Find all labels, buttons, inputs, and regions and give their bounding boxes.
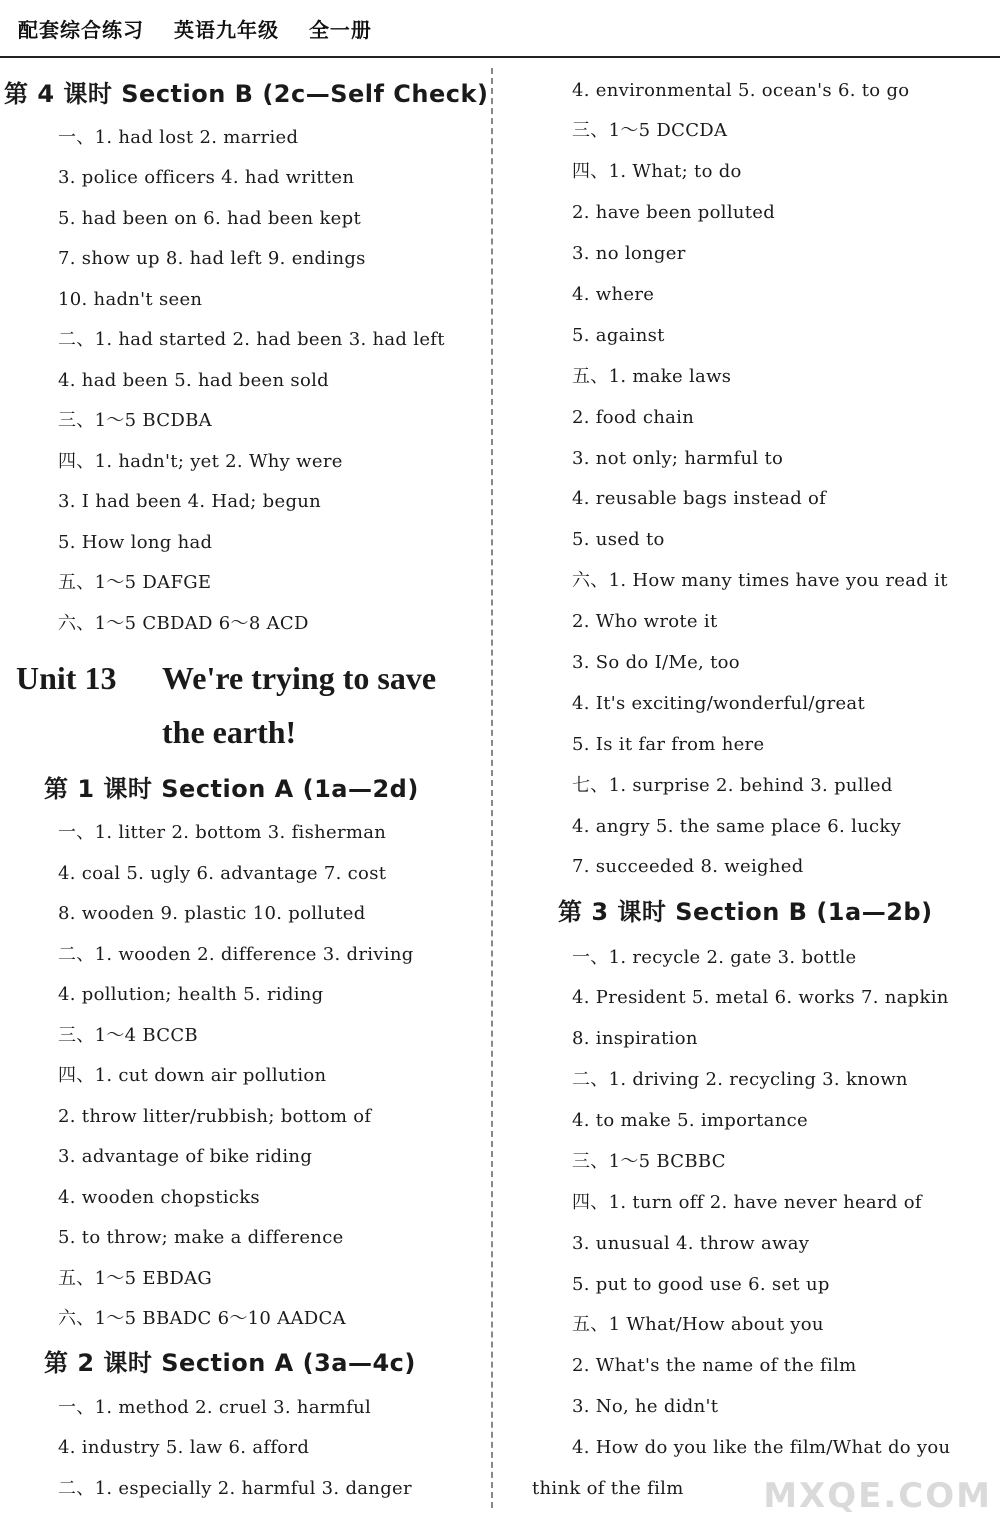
answer-line: 5. Is it far from here [572,734,765,755]
lesson-3-title: 第 3 课时 Section B (1a—2b) [558,898,933,926]
answer-line: 7. succeeded 8. weighed [572,856,804,877]
answer-line: 8. inspiration [572,1028,698,1049]
answer-line: 4. How do you like the film/What do you [572,1437,951,1458]
answer-line: 4. pollution; health 5. riding [58,984,324,1005]
answer-line: 四、1. hadn't; yet 2. Why were [58,451,343,472]
answer-line: 3. No, he didn't [572,1396,719,1417]
answer-line: 六、1～5 CBDAD 6～8 ACD [58,613,309,634]
answer-line: 三、1～4 BCCB [58,1025,198,1046]
answer-line: 五、1. make laws [572,366,732,387]
book-title: 配套综合练习 [18,18,144,42]
answer-line: 4. wooden chopsticks [58,1187,260,1208]
answer-line: 3. unusual 4. throw away [572,1233,810,1254]
answer-line-continued: think of the film [532,1478,684,1499]
answer-line: 5. put to good use 6. set up [572,1274,830,1295]
answer-line: 2. food chain [572,407,695,428]
column-divider [491,68,493,1508]
answer-line: 4. where [572,284,655,305]
answer-line: 五、1～5 DAFGE [58,572,212,593]
header-rule [0,56,1000,58]
answer-line: 8. wooden 9. plastic 10. polluted [58,903,366,924]
answer-line: 三、1～5 DCCDA [572,120,728,141]
answer-line: 5. against [572,325,665,346]
answer-line: 10. hadn't seen [58,289,203,310]
answer-line: 3. police officers 4. had written [58,167,355,188]
answer-line: 五、1 What/How about you [572,1314,824,1335]
answer-line: 一、1. had lost 2. married [58,127,299,148]
answer-line: 3. So do I/Me, too [572,652,740,673]
answer-line: 2. have been polluted [572,202,776,223]
unit-title-line-1: We're trying to save [162,660,437,696]
lesson-1-title: 第 1 课时 Section A (1a—2d) [44,775,419,803]
answer-line: 七、1. surprise 2. behind 3. pulled [572,775,893,796]
answer-line: 5. used to [572,529,665,550]
answer-line: 4. angry 5. the same place 6. lucky [572,816,902,837]
answer-line: 六、1～5 BBADC 6～10 AADCA [58,1308,346,1329]
unit-title-line-2: the earth! [162,714,297,750]
answer-line: 二、1. driving 2. recycling 3. known [572,1069,908,1090]
answer-line: 一、1. litter 2. bottom 3. fisherman [58,822,387,843]
subject-title: 英语九年级 [173,18,279,42]
answer-line: 一、1. method 2. cruel 3. harmful [58,1397,372,1418]
answer-line: 4. President 5. metal 6. works 7. napkin [572,987,949,1008]
answer-line: 3. no longer [572,243,686,264]
answer-line: 4. had been 5. had been sold [58,370,329,391]
answer-line: 2. Who wrote it [572,611,718,632]
answer-line: 4. It's exciting/wonderful/great [572,693,865,714]
answer-line: 四、1. cut down air pollution [58,1065,327,1086]
answer-line: 一、1. recycle 2. gate 3. bottle [572,947,857,968]
answer-line: 4. industry 5. law 6. afford [58,1437,310,1458]
answer-line: 4. environmental 5. ocean's 6. to go [572,80,910,101]
lesson-4-title: 第 4 课时 Section B (2c—Self Check) [4,80,489,108]
answer-line: 4. reusable bags instead of [572,488,827,509]
answer-line: 四、1. What; to do [572,161,742,182]
answer-line: 二、1. especially 2. harmful 3. danger [58,1478,412,1499]
answer-line: 2. What's the name of the film [572,1355,857,1376]
answer-line: 四、1. turn off 2. have never heard of [572,1192,922,1213]
lesson-2-title: 第 2 课时 Section A (3a—4c) [44,1349,416,1377]
answer-line: 三、1～5 BCBBC [572,1151,726,1172]
volume-title: 全一册 [308,18,372,42]
answer-line: 5. to throw; make a difference [58,1227,344,1248]
answer-line: 二、1. wooden 2. difference 3. driving [58,944,414,965]
answer-line: 3. I had been 4. Had; begun [58,491,322,512]
answer-line: 二、1. had started 2. had been 3. had left [58,329,445,350]
answer-line: 4. coal 5. ugly 6. advantage 7. cost [58,863,387,884]
answer-line: 3. not only; harmful to [572,448,784,469]
answer-line: 3. advantage of bike riding [58,1146,313,1167]
unit-label: Unit 13 [16,660,117,696]
page-header [18,14,394,43]
answer-line: 5. How long had [58,532,213,553]
answer-line: 三、1～5 BCDBA [58,410,212,431]
answer-line: 4. to make 5. importance [572,1110,808,1131]
watermark: MXQE.COM [763,1476,992,1516]
answer-line: 7. show up 8. had left 9. endings [58,248,366,269]
answer-line: 五、1～5 EBDAG [58,1268,213,1289]
answer-line: 5. had been on 6. had been kept [58,208,361,229]
answer-line: 六、1. How many times have you read it [572,570,948,591]
answer-line: 2. throw litter/rubbish; bottom of [58,1106,372,1127]
